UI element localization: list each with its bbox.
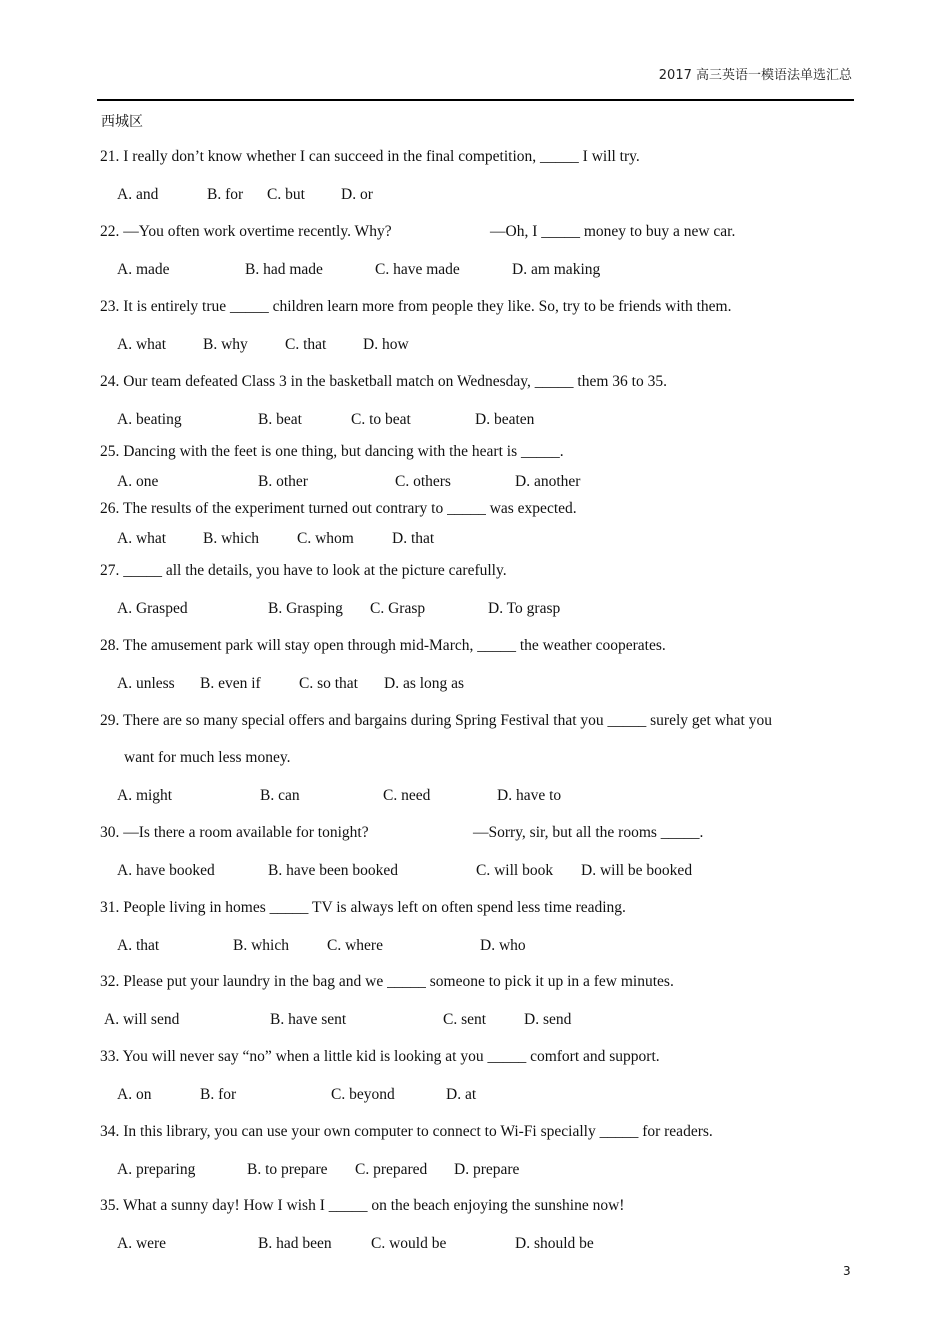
question-31-option-b: B. which (233, 937, 289, 954)
question-22-option-d: D. am making (512, 261, 601, 278)
question-28-option-a: A. unless (117, 675, 175, 692)
question-24-stem: 24. Our team defeated Class 3 in the basketball match on Wednesday, _____ them 36 to 35. (100, 373, 667, 390)
header-title: 2017 高三英语一模语法单选汇总 (658, 68, 852, 83)
question-26-option-b: B. which (203, 530, 259, 547)
question-33-option-d: D. at (446, 1086, 477, 1103)
question-32-stem: 32. Please put your laundry in the bag and we _____ someone to pick it up in a few minutes. (100, 973, 674, 990)
question-29-continuation: want for much less money. (124, 749, 291, 766)
question-24-option-b: B. beat (258, 411, 302, 428)
question-30-stem: 30. —Is there a room available for tonight? (100, 824, 369, 841)
question-32-option-b: B. have sent (270, 1011, 347, 1028)
question-26-option-a: A. what (117, 530, 167, 547)
question-33-option-a: A. on (117, 1086, 152, 1103)
question-30-option-a: A. have booked (117, 862, 215, 879)
question-30-option-d: D. will be booked (581, 862, 693, 879)
question-27-option-c: C. Grasp (370, 600, 426, 617)
question-26-option-c: C. whom (297, 530, 354, 547)
question-34-option-c: C. prepared (355, 1161, 428, 1178)
question-32-option-a: A. will send (104, 1011, 180, 1028)
question-32-option-c: C. sent (443, 1011, 487, 1028)
question-22-reply: —Oh, I _____ money to buy a new car. (490, 223, 736, 240)
question-23-option-c: C. that (285, 336, 327, 353)
question-24-option-d: D. beaten (475, 411, 535, 428)
question-33-option-b: B. for (200, 1086, 237, 1103)
question-23-option-b: B. why (203, 336, 248, 353)
question-25-option-a: A. one (117, 473, 159, 490)
question-35-stem: 35. What a sunny day! How I wish I _____ on the beach enjoying the sunshine now! (100, 1197, 625, 1214)
question-27-option-d: D. To grasp (488, 600, 561, 617)
question-31-option-c: C. where (327, 937, 383, 954)
question-27-stem: 27. _____ all the details, you have to look at the picture carefully. (100, 562, 507, 579)
question-32-option-d: D. send (524, 1011, 572, 1028)
question-33-option-c: C. beyond (331, 1086, 395, 1103)
question-25-stem: 25. Dancing with the feet is one thing, but dancing with the heart is _____. (100, 443, 564, 460)
question-24-option-a: A. beating (117, 411, 182, 428)
question-29-option-b: B. can (260, 787, 300, 804)
question-31-stem: 31. People living in homes _____ TV is always left on often spend less time reading. (100, 899, 626, 916)
question-21-option-d: D. or (341, 186, 373, 203)
question-26-stem: 26. The results of the experiment turned out contrary to _____ was expected. (100, 500, 577, 517)
question-28-option-b: B. even if (200, 675, 261, 692)
question-35-option-a: A. were (117, 1235, 167, 1252)
question-34-stem: 34. In this library, you can use your own computer to connect to Wi-Fi specially _____ for readers. (100, 1123, 713, 1140)
question-26-option-d: D. that (392, 530, 435, 547)
question-25-option-d: D. another (515, 473, 581, 490)
question-30-option-c: C. will book (476, 862, 554, 879)
question-27-option-a: A. Grasped (117, 600, 188, 617)
question-30-option-b: B. have been booked (268, 862, 398, 879)
question-21-option-a: A. and (117, 186, 159, 203)
question-29-stem: 29. There are so many special offers and bargains during Spring Festival that you _____ surely get what you (100, 712, 772, 729)
question-35-option-b: B. had been (258, 1235, 332, 1252)
question-28-option-c: C. so that (299, 675, 358, 692)
question-34-option-b: B. to prepare (247, 1161, 328, 1178)
question-23-stem: 23. It is entirely true _____ children learn more from people they like. So, try to be friends with them. (100, 298, 732, 315)
question-21-option-b: B. for (207, 186, 244, 203)
question-34-option-a: A. preparing (117, 1161, 196, 1178)
question-34-option-d: D. prepare (454, 1161, 520, 1178)
question-28-stem: 28. The amusement park will stay open through mid-March, _____ the weather cooperates. (100, 637, 666, 654)
question-29-option-d: D. have to (497, 787, 562, 804)
question-24-option-c: C. to beat (351, 411, 411, 428)
question-25-option-c: C. others (395, 473, 451, 490)
question-35-option-d: D. should be (515, 1235, 594, 1252)
question-28-option-d: D. as long as (384, 675, 465, 692)
question-30-reply: —Sorry, sir, but all the rooms _____. (473, 824, 704, 841)
question-35-option-c: C. would be (371, 1235, 447, 1252)
question-27-option-b: B. Grasping (268, 600, 343, 617)
question-22-option-b: B. had made (245, 261, 323, 278)
question-22-stem: 22. —You often work overtime recently. Why? (100, 223, 392, 240)
question-31-option-d: D. who (480, 937, 526, 954)
question-25-option-b: B. other (258, 473, 308, 490)
question-21-stem: 21. I really don’t know whether I can succeed in the final competition, _____ I will try. (100, 148, 640, 165)
question-23-option-d: D. how (363, 336, 409, 353)
question-33-stem: 33. You will never say “no” when a little kid is looking at you _____ comfort and support. (100, 1048, 660, 1065)
question-21-option-c: C. but (267, 186, 305, 203)
question-23-option-a: A. what (117, 336, 167, 353)
question-29-option-c: C. need (383, 787, 431, 804)
page-number: 3 (843, 1264, 851, 1278)
question-31-option-a: A. that (117, 937, 160, 954)
question-22-option-a: A. made (117, 261, 170, 278)
district-label: 西城区 (101, 114, 143, 130)
question-22-option-c: C. have made (375, 261, 460, 278)
header-rule (97, 99, 854, 101)
question-29-option-a: A. might (117, 787, 173, 804)
